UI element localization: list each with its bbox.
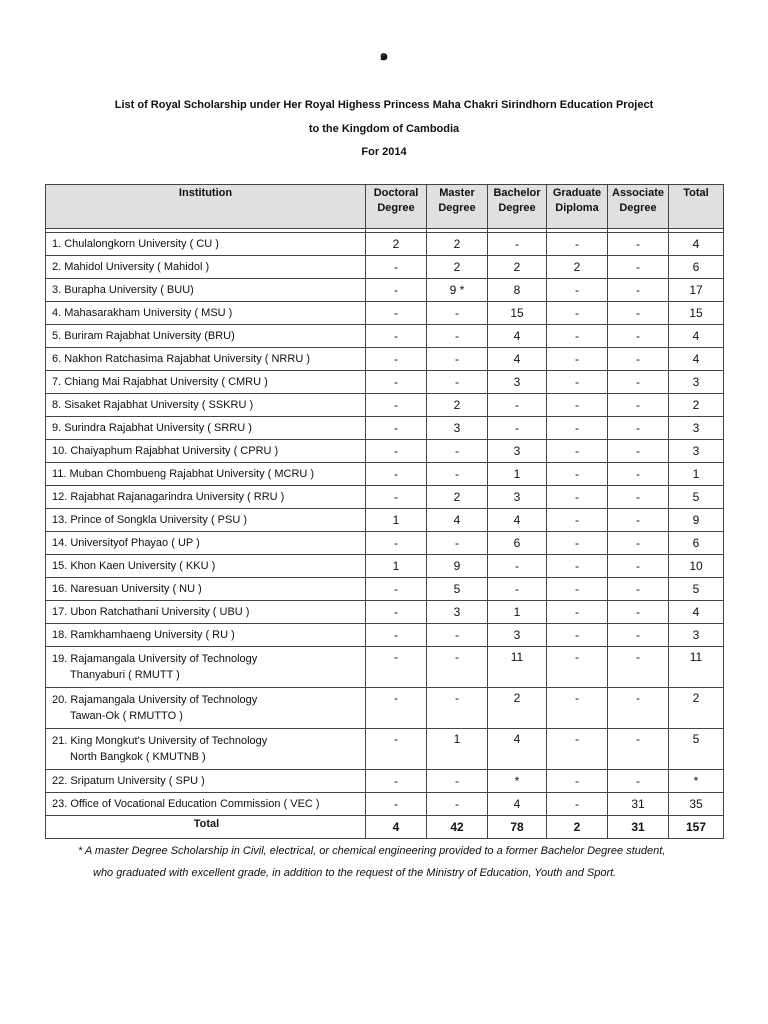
master-value: - — [427, 532, 488, 555]
master-value: - — [427, 302, 488, 325]
institution-cell — [46, 302, 366, 325]
master-value: - — [427, 647, 488, 688]
master-value: - — [427, 770, 488, 793]
doctoral-value: - — [366, 440, 427, 463]
associate-value: - — [608, 394, 669, 417]
graduate-value: - — [547, 793, 608, 816]
bachelor-value: 6 — [488, 532, 547, 555]
total-value: 3 — [669, 624, 724, 647]
institution-name: 22. Sripatum University ( SPU ) — [52, 775, 205, 787]
master-value: 3 — [427, 601, 488, 624]
scholarship-table — [45, 184, 724, 839]
master-value: 5 — [427, 578, 488, 601]
institution-cell — [46, 440, 366, 463]
institution-cell — [46, 509, 366, 532]
header-bachelor-line1: Bachelor — [493, 187, 541, 199]
doctoral-value: - — [366, 371, 427, 394]
master-value: 4 — [427, 509, 488, 532]
graduate-value: - — [547, 688, 608, 729]
institution-name: 11. Muban Chombueng Rajabhat University ( MCRU ) — [52, 468, 315, 480]
table-row — [46, 647, 724, 688]
table-row — [46, 509, 724, 532]
doctoral-value: - — [366, 601, 427, 624]
institution-cell — [46, 578, 366, 601]
master-value: - — [427, 463, 488, 486]
header-doctoral-line1: Doctoral — [373, 187, 419, 199]
institution-cell — [46, 793, 366, 816]
total-graduate-value: 2 — [547, 816, 608, 839]
doctoral-value: - — [366, 256, 427, 279]
doctoral-value: 2 — [366, 233, 427, 256]
doctoral-value: 1 — [366, 555, 427, 578]
master-value: - — [427, 688, 488, 729]
header-bachelor-line2: Degree — [498, 202, 536, 214]
institution-cell — [46, 279, 366, 302]
table-row — [46, 233, 724, 256]
header-associate-line2: Degree — [619, 202, 657, 214]
associate-value: - — [608, 348, 669, 371]
doctoral-value: - — [366, 348, 427, 371]
table-row — [46, 394, 724, 417]
associate-value: - — [608, 486, 669, 509]
bachelor-value: 2 — [488, 256, 547, 279]
header-associate — [608, 185, 669, 229]
master-value: 2 — [427, 256, 488, 279]
institution-name: 14. Universityof Phayao ( UP ) — [52, 537, 200, 549]
institution-name: 18. Ramkhamhaeng University ( RU ) — [52, 629, 235, 641]
total-total-value: 157 — [669, 816, 724, 839]
total-value: 4 — [669, 601, 724, 624]
master-value: 2 — [427, 394, 488, 417]
bachelor-value: 3 — [488, 624, 547, 647]
institution-name: 8. Sisaket Rajabhat University ( SSKRU ) — [52, 399, 254, 411]
total-value: 3 — [669, 440, 724, 463]
total-associate-value: 31 — [608, 816, 669, 839]
doctoral-value: - — [366, 647, 427, 688]
institution-cell — [46, 394, 366, 417]
table-row — [46, 256, 724, 279]
header-master-line2: Degree — [438, 202, 476, 214]
graduate-value: - — [547, 578, 608, 601]
table-row — [46, 624, 724, 647]
institution-name: 2. Mahidol University ( Mahidol ) — [52, 261, 210, 273]
master-value: 9 * — [427, 279, 488, 302]
header-master-line1: Master — [439, 187, 475, 199]
doctoral-value: - — [366, 770, 427, 793]
table-row — [46, 417, 724, 440]
associate-value: - — [608, 417, 669, 440]
table-row — [46, 348, 724, 371]
bachelor-value: 3 — [488, 440, 547, 463]
institution-name: 19. Rajamangala University of Technology — [52, 653, 258, 665]
total-value: 6 — [669, 256, 724, 279]
bachelor-value: 4 — [488, 729, 547, 770]
associate-value: - — [608, 325, 669, 348]
table-row — [46, 532, 724, 555]
header-associate-line1: Associate — [612, 187, 664, 199]
associate-value: - — [608, 532, 669, 555]
header-doctoral — [366, 185, 427, 229]
table-row — [46, 371, 724, 394]
bachelor-value: 15 — [488, 302, 547, 325]
total-value: 2 — [669, 394, 724, 417]
institution-name: 1. Chulalongkorn University ( CU ) — [52, 238, 219, 250]
associate-value: - — [608, 729, 669, 770]
master-value: 3 — [427, 417, 488, 440]
header-graduate-line2: Diploma — [555, 202, 599, 214]
graduate-value: - — [547, 486, 608, 509]
associate-value: - — [608, 770, 669, 793]
doctoral-value: - — [366, 793, 427, 816]
graduate-value: - — [547, 279, 608, 302]
table-row — [46, 688, 724, 729]
header-graduate-line1: Graduate — [552, 187, 602, 199]
doctoral-value: 1 — [366, 509, 427, 532]
header-graduate — [547, 185, 608, 229]
graduate-value: - — [547, 233, 608, 256]
page-number: ๑ — [379, 47, 389, 63]
total-value: 35 — [669, 793, 724, 816]
doctoral-value: - — [366, 394, 427, 417]
total-value: 1 — [669, 463, 724, 486]
graduate-value: 2 — [547, 256, 608, 279]
total-master-value: 42 — [427, 816, 488, 839]
total-value: 17 — [669, 279, 724, 302]
graduate-value: - — [547, 417, 608, 440]
total-value: 10 — [669, 555, 724, 578]
associate-value: - — [608, 688, 669, 729]
institution-name: 17. Ubon Ratchathani University ( UBU ) — [52, 606, 250, 618]
total-value: 3 — [669, 417, 724, 440]
total-value: 4 — [669, 233, 724, 256]
master-value: - — [427, 325, 488, 348]
table-row — [46, 770, 724, 793]
total-row — [46, 816, 724, 839]
total-value: * — [669, 770, 724, 793]
total-value: 3 — [669, 371, 724, 394]
associate-value: - — [608, 302, 669, 325]
institution-cell — [46, 729, 366, 770]
institution-name: 23. Office of Vocational Education Commission ( VEC ) — [52, 798, 320, 810]
institution-name: 3. Burapha University ( BUU) — [52, 284, 194, 296]
institution-name: 10. Chaiyaphum Rajabhat University ( CPRU ) — [52, 445, 279, 457]
total-value: 15 — [669, 302, 724, 325]
master-value: - — [427, 624, 488, 647]
total-value: 9 — [669, 509, 724, 532]
doctoral-value: - — [366, 624, 427, 647]
doctoral-value: - — [366, 279, 427, 302]
doctoral-value: - — [366, 417, 427, 440]
institution-name: 5. Buriram Rajabhat University (BRU) — [52, 330, 235, 342]
total-label: Total — [46, 816, 366, 839]
graduate-value: - — [547, 371, 608, 394]
institution-cell — [46, 532, 366, 555]
institution-cell — [46, 371, 366, 394]
graduate-value: - — [547, 647, 608, 688]
associate-value: - — [608, 601, 669, 624]
bachelor-value: 4 — [488, 509, 547, 532]
institution-name: 13. Prince of Songkla University ( PSU ) — [52, 514, 248, 526]
total-doctoral-value: 4 — [366, 816, 427, 839]
institution-name: Tawan-Ok ( RMUTTO ) — [70, 710, 183, 722]
total-value: 11 — [669, 647, 724, 688]
total-value: 2 — [669, 688, 724, 729]
master-value: 1 — [427, 729, 488, 770]
master-value: 2 — [427, 486, 488, 509]
associate-value: 31 — [608, 793, 669, 816]
table-body — [46, 229, 724, 839]
bachelor-value: 4 — [488, 793, 547, 816]
footnote-line1: * A master Degree Scholarship in Civil, electrical, or chemical engineering provided to a former Bachelor Degree student, — [78, 845, 666, 857]
total-value: 5 — [669, 729, 724, 770]
institution-cell — [46, 624, 366, 647]
doctoral-value: - — [366, 688, 427, 729]
associate-value: - — [608, 555, 669, 578]
bachelor-value: - — [488, 394, 547, 417]
associate-value: - — [608, 647, 669, 688]
institution-cell — [46, 770, 366, 793]
master-value: - — [427, 440, 488, 463]
total-bachelor-value: 78 — [488, 816, 547, 839]
graduate-value: - — [547, 325, 608, 348]
total-value: 4 — [669, 325, 724, 348]
master-value: 9 — [427, 555, 488, 578]
master-value: 2 — [427, 233, 488, 256]
table-row — [46, 325, 724, 348]
graduate-value: - — [547, 463, 608, 486]
doctoral-value: - — [366, 302, 427, 325]
graduate-value: - — [547, 532, 608, 555]
bachelor-value: 4 — [488, 348, 547, 371]
total-value: 5 — [669, 486, 724, 509]
associate-value: - — [608, 279, 669, 302]
institution-cell — [46, 348, 366, 371]
institution-name: 7. Chiang Mai Rajabhat University ( CMRU ) — [52, 376, 268, 388]
institution-name: 9. Surindra Rajabhat University ( SRRU ) — [52, 422, 252, 434]
institution-name: 21. King Mongkut's University of Technology — [52, 735, 268, 747]
associate-value: - — [608, 371, 669, 394]
associate-value: - — [608, 233, 669, 256]
institution-name: 16. Naresuan University ( NU ) — [52, 583, 202, 595]
header-doctoral-line2: Degree — [377, 202, 415, 214]
total-value: 5 — [669, 578, 724, 601]
document-title: List of Royal Scholarship under Her Royal Highess Princess Maha Chakri Sirindhorn Education Project — [114, 99, 654, 111]
bachelor-value: 1 — [488, 463, 547, 486]
bachelor-value: 8 — [488, 279, 547, 302]
bachelor-value: 11 — [488, 647, 547, 688]
table-row — [46, 486, 724, 509]
institution-cell — [46, 233, 366, 256]
institution-name: North Bangkok ( KMUTNB ) — [70, 751, 206, 763]
graduate-value: - — [547, 302, 608, 325]
master-value: - — [427, 793, 488, 816]
master-value: - — [427, 371, 488, 394]
doctoral-value: - — [366, 729, 427, 770]
graduate-value: - — [547, 770, 608, 793]
bachelor-value: 3 — [488, 486, 547, 509]
doctoral-value: - — [366, 532, 427, 555]
total-value: 6 — [669, 532, 724, 555]
associate-value: - — [608, 440, 669, 463]
bachelor-value: - — [488, 578, 547, 601]
table-row — [46, 601, 724, 624]
institution-cell — [46, 325, 366, 348]
associate-value: - — [608, 624, 669, 647]
graduate-value: - — [547, 624, 608, 647]
header-bachelor — [488, 185, 547, 229]
institution-cell — [46, 486, 366, 509]
institution-cell — [46, 463, 366, 486]
associate-value: - — [608, 463, 669, 486]
bachelor-value: - — [488, 555, 547, 578]
table-row — [46, 578, 724, 601]
institution-name: 15. Khon Kaen University ( KKU ) — [52, 560, 216, 572]
bachelor-value: 4 — [488, 325, 547, 348]
graduate-value: - — [547, 440, 608, 463]
graduate-value: - — [547, 729, 608, 770]
bachelor-value: * — [488, 770, 547, 793]
bachelor-value: 1 — [488, 601, 547, 624]
doctoral-value: - — [366, 463, 427, 486]
table-row — [46, 302, 724, 325]
bachelor-value: - — [488, 233, 547, 256]
table-header-row — [46, 185, 724, 229]
institution-cell — [46, 647, 366, 688]
institution-cell — [46, 256, 366, 279]
table-row — [46, 463, 724, 486]
associate-value: - — [608, 509, 669, 532]
master-value: - — [427, 348, 488, 371]
footnote-line2: who graduated with excellent grade, in addition to the request of the Ministry of Education, Youth and Sport. — [93, 867, 617, 879]
document-year: For 2014 — [361, 146, 407, 158]
graduate-value: - — [547, 509, 608, 532]
graduate-value: - — [547, 555, 608, 578]
table-row — [46, 793, 724, 816]
institution-name: 12. Rajabhat Rajanagarindra University ( RRU ) — [52, 491, 285, 503]
institution-cell — [46, 555, 366, 578]
institution-cell — [46, 688, 366, 729]
institution-cell — [46, 417, 366, 440]
table-row — [46, 555, 724, 578]
associate-value: - — [608, 578, 669, 601]
graduate-value: - — [547, 394, 608, 417]
bachelor-value: 3 — [488, 371, 547, 394]
bachelor-value: - — [488, 417, 547, 440]
bachelor-value: 2 — [488, 688, 547, 729]
doctoral-value: - — [366, 325, 427, 348]
graduate-value: - — [547, 601, 608, 624]
total-value: 4 — [669, 348, 724, 371]
doctoral-value: - — [366, 578, 427, 601]
institution-name: 20. Rajamangala University of Technology — [52, 694, 258, 706]
institution-name: 4. Mahasarakham University ( MSU ) — [52, 307, 233, 319]
institution-name: Thanyaburi ( RMUTT ) — [70, 669, 180, 681]
table-row — [46, 440, 724, 463]
table-row — [46, 729, 724, 770]
header-master — [427, 185, 488, 229]
graduate-value: - — [547, 348, 608, 371]
associate-value: - — [608, 256, 669, 279]
header-total: Total — [669, 185, 724, 229]
institution-cell — [46, 601, 366, 624]
doctoral-value: - — [366, 486, 427, 509]
document-subtitle: to the Kingdom of Cambodia — [308, 123, 460, 135]
header-institution: Institution — [46, 185, 366, 229]
institution-name: 6. Nakhon Ratchasima Rajabhat University ( NRRU ) — [52, 353, 310, 365]
table-row — [46, 279, 724, 302]
